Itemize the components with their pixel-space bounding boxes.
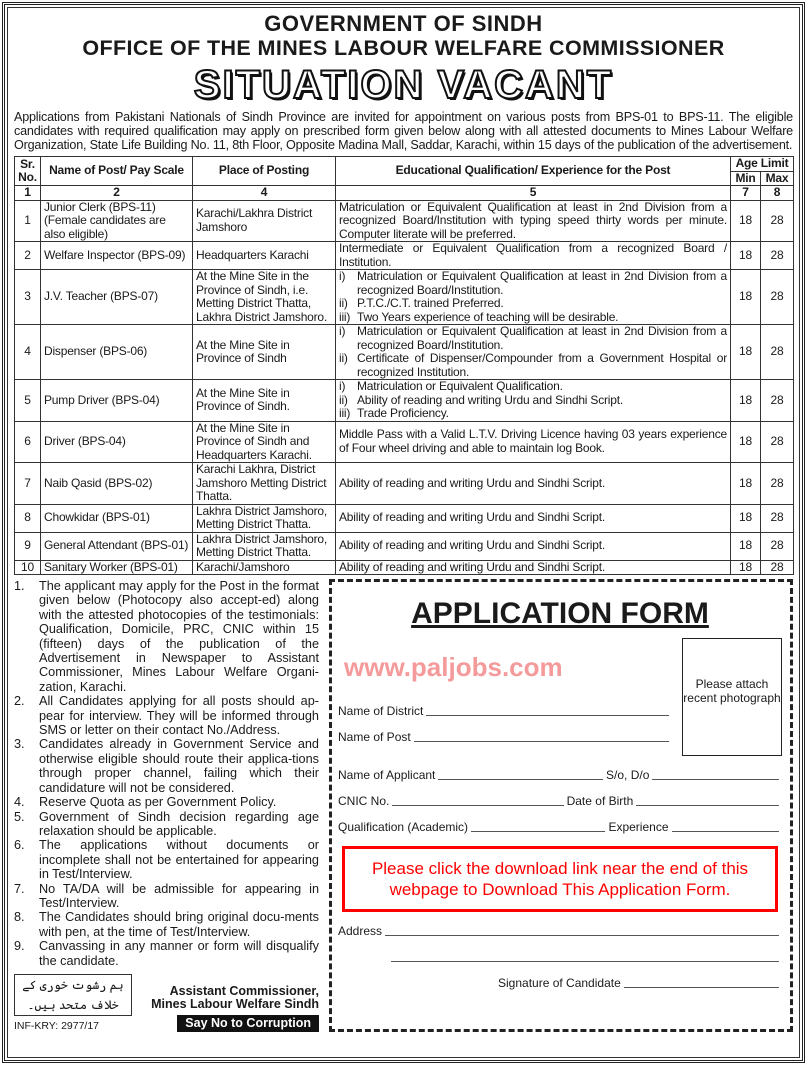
min-age-cell: 18 — [731, 200, 761, 242]
posting-cell: Lakhra District Jamshoro, Metting District Thatta. — [193, 504, 336, 532]
instruction-text: Reserve Quota as per Government Policy. — [39, 795, 277, 810]
post-name-cell: Pump Driver (BPS-04) — [41, 380, 193, 422]
signature-field[interactable] — [338, 976, 782, 990]
anti-corruption-banner: Say No to Corruption — [177, 1015, 319, 1032]
post-name-cell: Naib Qasid (BPS-02) — [41, 463, 193, 505]
instruction-item — [14, 737, 319, 795]
address-line-2[interactable] — [338, 950, 782, 964]
item-text: Certificate of Dispenser/Compounder from a Government Hospital or recognized Institution. — [357, 351, 727, 379]
column-number: 2 — [41, 186, 193, 201]
item-text: Trade Proficiency. — [357, 406, 449, 420]
instruction-text: The applications without documents or incomplete shall not be entertained for appearing in Test/Interview. — [39, 838, 319, 882]
instruction-item — [14, 810, 319, 839]
posting-cell: At the Mine Site in Province of Sindh and Headquarters Karachi. — [193, 421, 336, 463]
table-row — [15, 560, 794, 575]
table-row — [15, 380, 794, 422]
reference-number: INF-KRY: 2977/17 — [14, 1019, 100, 1032]
post-name-cell: Welfare Inspector (BPS-09) — [41, 242, 193, 270]
serial-cell: 8 — [15, 504, 41, 532]
experience-label: Experience — [608, 820, 669, 834]
serial-cell: 7 — [15, 463, 41, 505]
serial-cell: 1 — [15, 200, 41, 242]
instruction-number: 1. — [14, 579, 25, 593]
qualification-cell: Matriculation or Equivalent Qualification at least in 2nd Division from a recognized Board/Institution with typing speed thirty words per minute. Computer literate will be preferred. — [336, 200, 731, 242]
serial-cell: 9 — [15, 532, 41, 560]
max-age-cell: 28 — [761, 560, 794, 575]
instruction-item — [14, 910, 319, 939]
table-row — [15, 463, 794, 505]
posting-cell: At the Mine Site in the Province of Sindh, i.e. Metting District Thatta, Lakhra District Jamshoro. — [193, 270, 336, 325]
cnic-field[interactable] — [338, 794, 782, 808]
instruction-number: 5. — [14, 809, 25, 824]
instruction-item — [14, 579, 319, 694]
signatory-title: Assistant Commissioner, — [169, 983, 319, 998]
qualification-cell: Ability of reading and writing Urdu and Sindhi Script. — [336, 560, 731, 575]
qualification-item — [339, 394, 727, 408]
table-row — [15, 504, 794, 532]
instruction-text: Government of Sindh decision regarding age relaxation should be applicable. — [39, 809, 319, 838]
max-age-cell: 28 — [761, 200, 794, 242]
header-max: Max — [761, 171, 794, 186]
max-age-cell: 28 — [761, 242, 794, 270]
instruction-item — [14, 882, 319, 911]
max-age-cell: 28 — [761, 421, 794, 463]
item-marker: ii) — [339, 296, 348, 310]
max-age-cell: 28 — [761, 380, 794, 422]
post-name-cell: Dispenser (BPS-06) — [41, 325, 193, 380]
serial-cell: 3 — [15, 270, 41, 325]
qualification-cell: Intermediate or Equivalent Qualification from a recognized Board / Institution. — [336, 242, 731, 270]
column-number: 4 — [193, 186, 336, 201]
max-age-cell: 28 — [761, 325, 794, 380]
qualification-item — [339, 325, 727, 352]
header-min: Min — [731, 171, 761, 186]
posts-table — [14, 156, 794, 575]
qualification-item — [339, 311, 727, 325]
instruction-text: Candidates already in Government Service and otherwise eligible should route their applica-tions through proper channel, failing which their candidature will not be considered. — [39, 737, 319, 795]
min-age-cell: 18 — [731, 532, 761, 560]
instruction-number: 3. — [14, 737, 25, 752]
min-age-cell: 18 — [731, 325, 761, 380]
post-field[interactable] — [338, 730, 672, 744]
min-age-cell: 18 — [731, 380, 761, 422]
address-label: Address — [338, 924, 383, 938]
header-age: Age Limit — [731, 157, 794, 172]
table-row — [15, 242, 794, 270]
serial-cell: 5 — [15, 380, 41, 422]
instruction-text: The applicant may apply for the Post in the format given below (Photocopy also accept-ed) along with the attested photocopies of the testimonials: Qualification, Domicile, PRC, CNIC within 15 (fifteen) days of the publication of the Advertisement in Newspaper to Assistant Commissioner, Mines Labour Welfare Organi-zation, Karachi. — [39, 579, 319, 694]
serial-cell: 4 — [15, 325, 41, 380]
min-age-cell: 18 — [731, 270, 761, 325]
item-marker: i) — [339, 324, 346, 338]
item-text: Matriculation or Equivalent Qualification at least in 2nd Division from a recognized Board/Institution. — [357, 269, 727, 297]
qualification-cell: Middle Pass with a Valid L.T.V. Driving Licence having 03 years experience of Four wheel driving and able to maintain log Book. — [336, 421, 731, 463]
post-name-cell: J.V. Teacher (BPS-07) — [41, 270, 193, 325]
instruction-text: Canvassing in any manner or form will disqualify the candidate. — [39, 939, 319, 968]
header-place: Place of Posting — [193, 157, 336, 186]
max-age-cell: 28 — [761, 270, 794, 325]
so-do-label: S/o, D/o — [606, 768, 650, 782]
column-number: 8 — [761, 186, 794, 201]
table-row — [15, 200, 794, 242]
instruction-number: 9. — [14, 939, 25, 954]
signature-footer — [14, 968, 319, 1032]
instruction-text: All Candidates applying for all posts should ap-pear for interview. They will be informed through SMS or letter on their contact No./Address. — [39, 694, 319, 738]
qualification-cell: Ability of reading and writing Urdu and Sindhi Script. — [336, 504, 731, 532]
posting-cell: Karachi Lakhra, District Jamshoro Metting District Thatta. — [193, 463, 336, 505]
instruction-number: 2. — [14, 694, 25, 709]
posting-cell: At the Mine Site in Province of Sindh — [193, 325, 336, 380]
qualification-field[interactable] — [338, 820, 782, 834]
table-row — [15, 421, 794, 463]
form-top-fields — [338, 638, 672, 756]
footer-left — [14, 974, 132, 1032]
post-name-cell: Driver (BPS-04) — [41, 421, 193, 463]
qualification-cell: Ability of reading and writing Urdu and Sindhi Script. — [336, 463, 731, 505]
applicant-field[interactable] — [338, 768, 782, 782]
posting-cell: At the Mine Site in Province of Sindh. — [193, 380, 336, 422]
column-number: 7 — [731, 186, 761, 201]
posting-cell: Lakhra District Jamshoro, Metting District Thatta. — [193, 532, 336, 560]
posting-cell: Karachi/Jamshoro — [193, 560, 336, 575]
item-text: Two Years experience of teaching will be desirable. — [357, 309, 619, 324]
min-age-cell: 18 — [731, 560, 761, 575]
posting-cell: Karachi/Lakhra District Jamshoro — [193, 200, 336, 242]
max-age-cell: 28 — [761, 532, 794, 560]
urdu-slogan: ہم رشوت خوری کے خلاف متحد ہیں۔ — [14, 974, 132, 1016]
applicant-label: Name of Applicant — [338, 768, 436, 782]
max-age-cell: 28 — [761, 504, 794, 532]
item-marker: ii) — [339, 392, 348, 407]
post-label: Name of Post — [338, 730, 411, 744]
qualification-cell — [336, 270, 731, 325]
post-name-cell: Junior Clerk (BPS-11) (Female candidates are also eligible) — [41, 200, 193, 242]
item-text: Matriculation or Equivalent Qualification at least in 2nd Division from a recognized Board/Institution. — [357, 324, 727, 352]
instruction-number: 6. — [14, 838, 25, 853]
item-text: P.T.C./C.T. trained Preferred. — [357, 296, 504, 310]
instruction-text: The Candidates should bring original docu-ments with pen, at the time of Test/Interview. — [39, 910, 319, 939]
instruction-text: No TA/DA will be admissible for appearing in Test/Interview. — [39, 881, 319, 910]
download-notice[interactable]: Please click the download link near the end of this webpage to Download This Application Form. — [342, 846, 778, 912]
instruction-number: 4. — [14, 795, 25, 810]
office-heading: OFFICE OF THE MINES LABOUR WELFARE COMMISSIONER — [82, 36, 725, 60]
signatory-office: Mines Labour Welfare Sindh — [151, 997, 319, 1012]
column-number: 5 — [336, 186, 731, 201]
item-text: Matriculation or Equivalent Qualification. — [357, 379, 563, 393]
column-number: 1 — [15, 186, 41, 201]
item-marker: i) — [339, 379, 346, 393]
district-label: Name of District — [338, 704, 424, 718]
item-marker: iii) — [339, 406, 351, 420]
dob-label: Date of Birth — [566, 794, 634, 808]
qualification-item — [339, 352, 727, 379]
address-field[interactable] — [338, 924, 782, 938]
qualification-item — [339, 380, 727, 394]
table-row — [15, 532, 794, 560]
item-marker: iii) — [339, 309, 351, 324]
min-age-cell: 18 — [731, 504, 761, 532]
serial-cell: 6 — [15, 421, 41, 463]
lower-section — [14, 579, 793, 1032]
instruction-number: 8. — [14, 910, 25, 925]
footer-right — [151, 985, 319, 1032]
min-age-cell: 18 — [731, 242, 761, 270]
instruction-item — [14, 939, 319, 968]
post-name-cell: Sanitary Worker (BPS-01) — [41, 560, 193, 575]
application-form — [329, 579, 793, 1032]
intro-paragraph: Applications from Pakistani Nationals of Sindh Province are invited for appointment on various posts from BPS-01 to BPS-11. The eligible candidates with required qualification may apply on prescribed form given below along with all attested documents to Mines Labour Welfare Organization, State Life Building No. 11, 8th Floor, Opposite Madina Mall, Saddar, Karachi, within 15 days of the publication of the advertisement. — [14, 110, 793, 152]
qualification-item — [339, 407, 727, 421]
min-age-cell: 18 — [731, 463, 761, 505]
qualification-cell — [336, 325, 731, 380]
instruction-number: 7. — [14, 881, 25, 896]
qualification-cell: Ability of reading and writing Urdu and Sindhi Script. — [336, 532, 731, 560]
qualification-label: Qualification (Academic) — [338, 820, 469, 834]
column-number-row — [15, 186, 794, 201]
header-qualification: Educational Qualification/ Experience for the Post — [336, 157, 731, 186]
district-field[interactable] — [338, 704, 672, 718]
instruction-item — [14, 694, 319, 737]
item-text: Ability of reading and writing Urdu and Sindhi Script. — [357, 392, 624, 407]
item-marker: ii) — [339, 351, 348, 365]
form-title: APPLICATION FORM — [411, 597, 709, 630]
post-name-cell: General Attendant (BPS-01) — [41, 532, 193, 560]
header-sr: Sr. No. — [15, 157, 41, 186]
table-row — [15, 270, 794, 325]
item-marker: i) — [339, 269, 346, 283]
instruction-item — [14, 838, 319, 881]
serial-cell: 10 — [15, 560, 41, 575]
watermark: www.paljobs.com — [344, 652, 563, 682]
qualification-item — [339, 270, 727, 297]
post-name-cell: Chowkidar (BPS-01) — [41, 504, 193, 532]
qualification-cell — [336, 380, 731, 422]
instructions-column — [14, 579, 319, 1032]
header-name: Name of Post/ Pay Scale — [41, 157, 193, 186]
posting-cell: Headquarters Karachi — [193, 242, 336, 270]
instruction-item — [14, 795, 319, 809]
photo-box: Please attach recent photograph — [682, 638, 782, 756]
signature-label: Signature of Candidate — [498, 976, 621, 990]
table-row — [15, 325, 794, 380]
qualification-item — [339, 297, 727, 311]
cnic-label: CNIC No. — [338, 794, 390, 808]
max-age-cell: 28 — [761, 463, 794, 505]
serial-cell: 2 — [15, 242, 41, 270]
form-top — [338, 638, 782, 756]
headline: SITUATION VACANT — [193, 63, 614, 107]
government-heading: GOVERNMENT OF SINDH — [264, 11, 543, 36]
instructions-list — [14, 579, 319, 968]
min-age-cell: 18 — [731, 421, 761, 463]
